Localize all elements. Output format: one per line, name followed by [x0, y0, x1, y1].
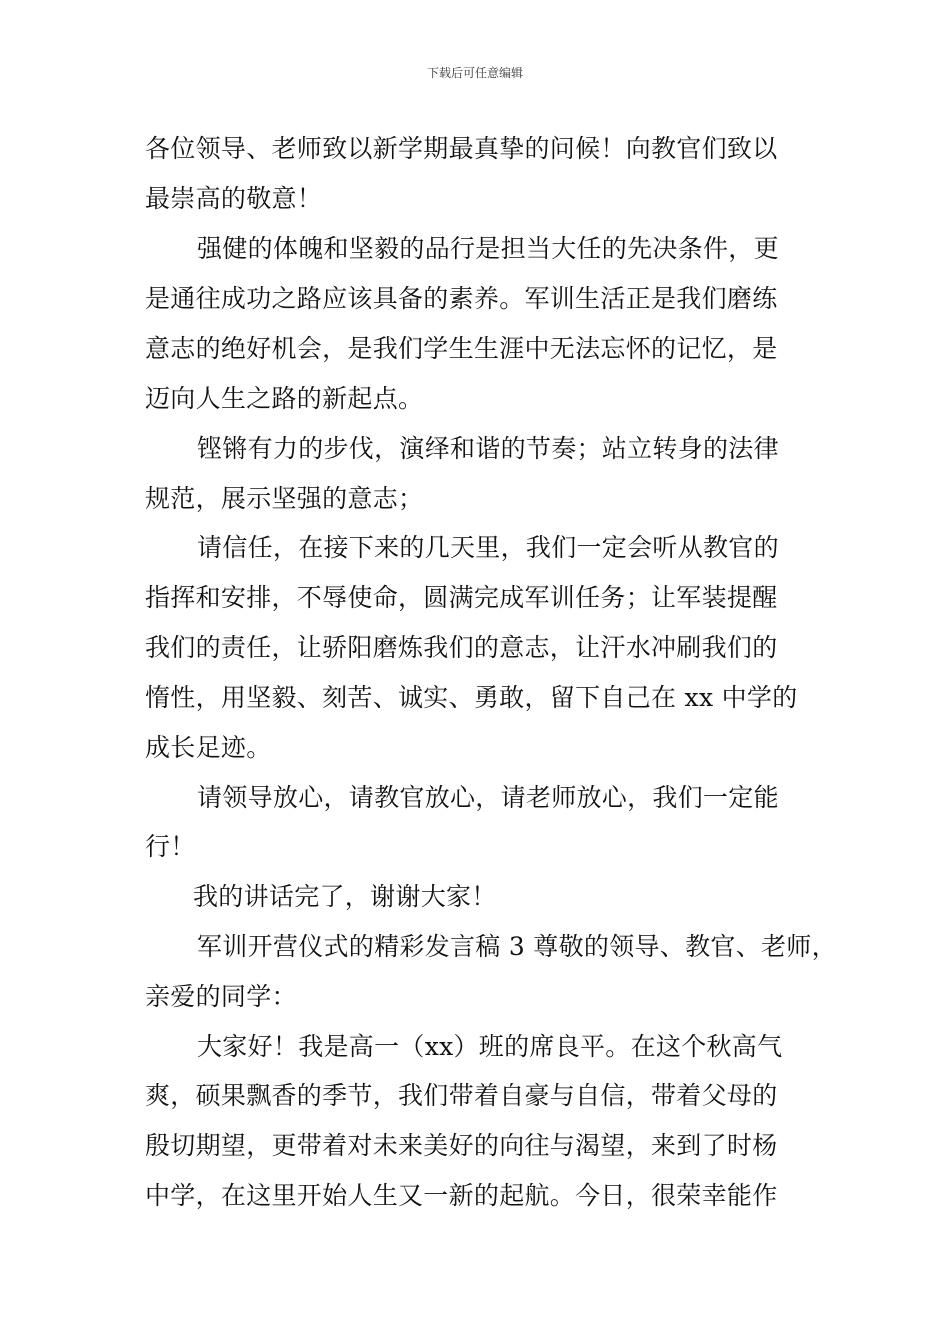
paragraph-first-line: 大家好！我是高一（xx）班的席良平。在这个秋高气 [197, 1032, 783, 1061]
paragraph-first-line: 铿锵有力的步伐，演绎和谐的节奏；站立转身的法律 [197, 434, 779, 463]
text-line: 规范，展示坚强的意志； [145, 484, 424, 513]
text-line: 行！ [145, 832, 196, 861]
text-line: 迈向人生之路的新起点。 [145, 384, 424, 413]
text-line: 惰性，用坚毅、刻苦、诚实、勇敢，留下自己在 xx 中学的 [145, 683, 798, 712]
paragraph-first-line: 我的讲话完了，谢谢大家！ [193, 882, 497, 911]
paragraph-first-line: 请领导放心，请教官放心，请老师放心，我们一定能 [197, 783, 779, 812]
text-line: 爽，硕果飘香的季节，我们带着自豪与自信，带着父母的 [145, 1081, 778, 1110]
text-line: 指挥和安排，不辱使命，圆满完成军训任务；让军装提醒 [145, 583, 778, 612]
text-line: 殷切期望，更带着对未来美好的向往与渴望，来到了时杨 [145, 1131, 778, 1160]
text-line: 是通往成功之路应该具备的素养。军训生活正是我们磨练 [145, 284, 778, 313]
text-line: 我们的责任，让骄阳磨炼我们的意志，让汗水冲刷我们的 [145, 633, 778, 662]
paragraph-first-line: 请信任，在接下来的几天里，我们一定会听从教官的 [197, 533, 779, 562]
text-line: 最崇高的敬意！ [145, 184, 323, 213]
paragraph-first-line: 军训开营仪式的精彩发言稿 3 尊敬的领导、教官、老师， [197, 932, 837, 961]
text-line: 各位领导、老师致以新学期最真挚的问候！向教官们致以 [145, 134, 778, 163]
page-header: 下载后可任意编辑 [426, 66, 523, 80]
text-line: 成长足迹。 [145, 733, 272, 762]
text-line: 中学，在这里开始人生又一新的起航。今日，很荣幸能作 [145, 1181, 778, 1210]
text-line: 意志的绝好机会，是我们学生生涯中无法忘怀的记忆，是 [145, 334, 778, 363]
paragraph-first-line: 强健的体魄和坚毅的品行是担当大任的先决条件，更 [197, 234, 779, 263]
text-line: 亲爱的同学： [145, 982, 297, 1011]
